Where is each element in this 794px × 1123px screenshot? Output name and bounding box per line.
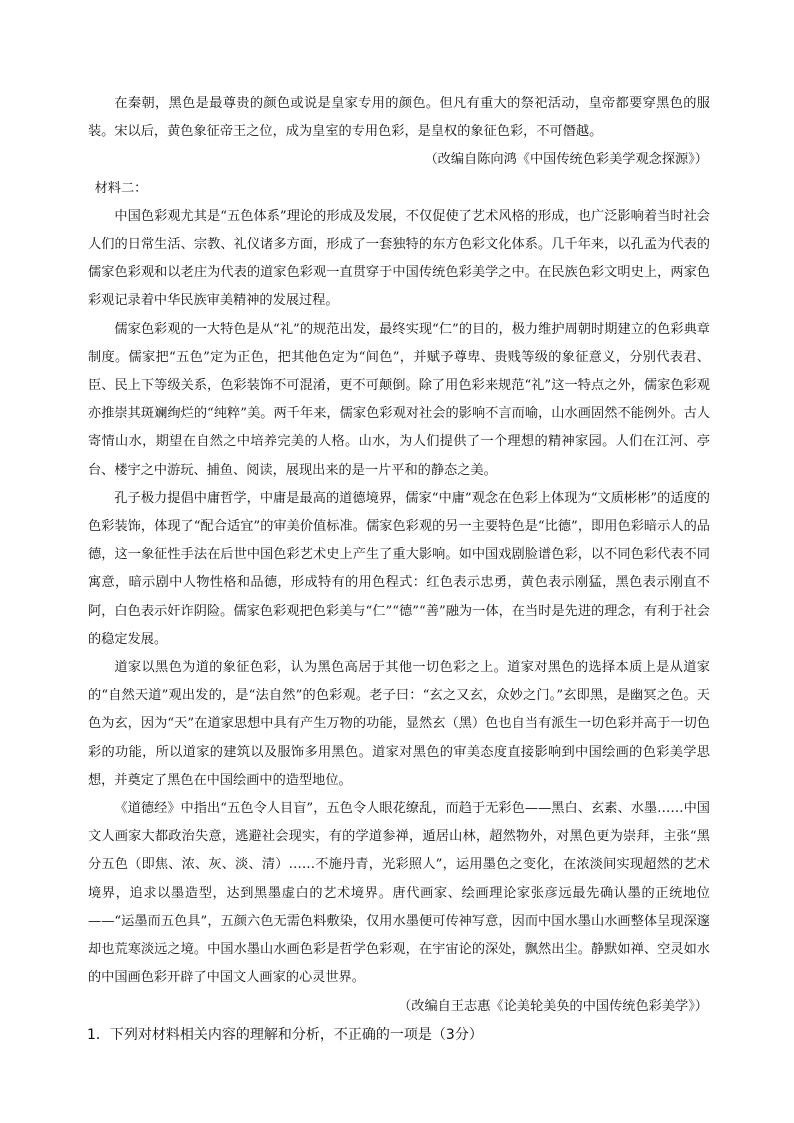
paragraph-five-colors: 中国色彩观尤其是“五色体系”理论的形成及发展，不仅促使了艺术风格的形成，也广泛影响着当时社会人们的日常生活、宗教、礼仪诸多方面，形成了一套独特的东方色彩文化体系。几千年来，以孔孟为代表的儒家色彩观和以老庄为代表的道家色彩观一直贯穿于中国传统色彩美学之中。在民族色彩文明史上，两家色彩观记录着中华民族审美精神的发展过程。 <box>88 208 710 309</box>
question-1-stem: 1．下列对材料相关内容的理解和分析，不正确的一项是（3分） <box>87 1026 483 1043</box>
paragraph-daodejing-ink: 《道德经》中指出“五色令人目盲”，五色令人眼花缭乱，而趋于无彩色——黑白、玄素、水墨……中国文人画家大都政治失意，逃避社会现实，有的学道参禅，遁居山林，超然物外，对黑色更为崇拜，主张“黑分五色（即焦、浓、灰、淡、清）……不施丹青，光彩照人”，运用墨色之变化，在浓淡间实现超然的艺术境界，追求以墨造型，达到黑墨虚白的艺术境界。唐代画家、绘画理论家张彦远最先确认墨的正统地位——“运墨而五色具”，五颜六色无需色料敷染，仅用水墨便可传神写意，因而中国水墨山水画整体呈现深邃却也荒寒淡远之境。中国水墨山水画色彩是哲学色彩观，在宇宙论的深处，飘然出尘。静默如禅、空灵如水的中国画色彩开辟了中国文人画家的心灵世界。 <box>88 801 710 986</box>
source-citation-1: （改编自陈向鸿《中国传统色彩美学观念探源》） <box>424 152 708 168</box>
paragraph-daoist-black: 道家以黑色为道的象征色彩，认为黑色高居于其他一切色彩之上。道家对黑色的选择本质上是从道家的“自然天道”观出发的，是“法自然”的色彩观。老子曰：“玄之又玄，众妙之门。”玄即黑，是幽冥之色。天色为玄，因为“天”在道家思想中具有产生万物的功能，显然玄（黑）色也自当有派生一切色彩并高于一切色彩的功能，所以道家的建筑以及服饰多用黑色。道家对黑色的审美态度直接影响到中国绘画的色彩美学思想，并奠定了黑色在中国绘画中的造型地位。 <box>88 660 710 788</box>
material-2-label: 材料二： <box>94 180 148 196</box>
paragraph-qinchao-black: 在秦朝，黑色是最尊贵的颜色或说是皇家专用的颜色。但凡有重大的祭祀活动，皇帝都要穿黑色的服装。宋以后，黄色象征帝王之位，成为皇室的专用色彩，是皇权的象征色彩，不可僭越。 <box>88 96 710 140</box>
paragraph-confucius-zhongyong: 孔子极力提倡中庸哲学，中庸是最高的道德境界，儒家“中庸”观念在色彩上体现为“文质彬彬”的适度的色彩装饰，体现了“配合适宜”的审美价值标准。儒家色彩观的另一主要特色是“比德”，即用色彩暗示人的品德，这一象征性手法在后世中国色彩艺术史上产生了重大影响。如中国戏剧脸谱色彩，以不同色彩代表不同寓意，暗示剧中人物性格和品德，形成特有的用色程式：红色表示忠勇，黄色表示刚猛，黑色表示刚直不阿，白色表示奸诈阴险。儒家色彩观把色彩美与“仁”“德”“善”融为一体，在当时是先进的理念，有利于社会的稳定发展。 <box>88 490 710 647</box>
source-citation-2: （改编自王志惠《论美轮美奂的中国传统色彩美学》） <box>398 998 708 1014</box>
paragraph-confucian-li: 儒家色彩观的一大特色是从“礼”的规范出发，最终实现“仁”的目的，极力维护周朝时期建立的色彩典章制度。儒家把“五色”定为正色，把其他色定为“间色”，并赋予尊卑、贵贱等级的象征意义，分别代表君、臣、民上下等级关系，色彩装饰不可混淆，更不可颠倒。除了用色彩来规范“礼”这一特点之外，儒家色彩观亦推崇其斑斓绚烂的“纯粹”美。两千年来，儒家色彩观对社会的影响不言而喻，山水画固然不能例外。古人寄情山水，期望在自然之中培养完美的人格。山水，为人们提供了一个理想的精神家园。人们在江河、亭台、楼宇之中游玩、捕鱼、阅读，展现出来的是一片平和的静态之美。 <box>88 321 710 478</box>
